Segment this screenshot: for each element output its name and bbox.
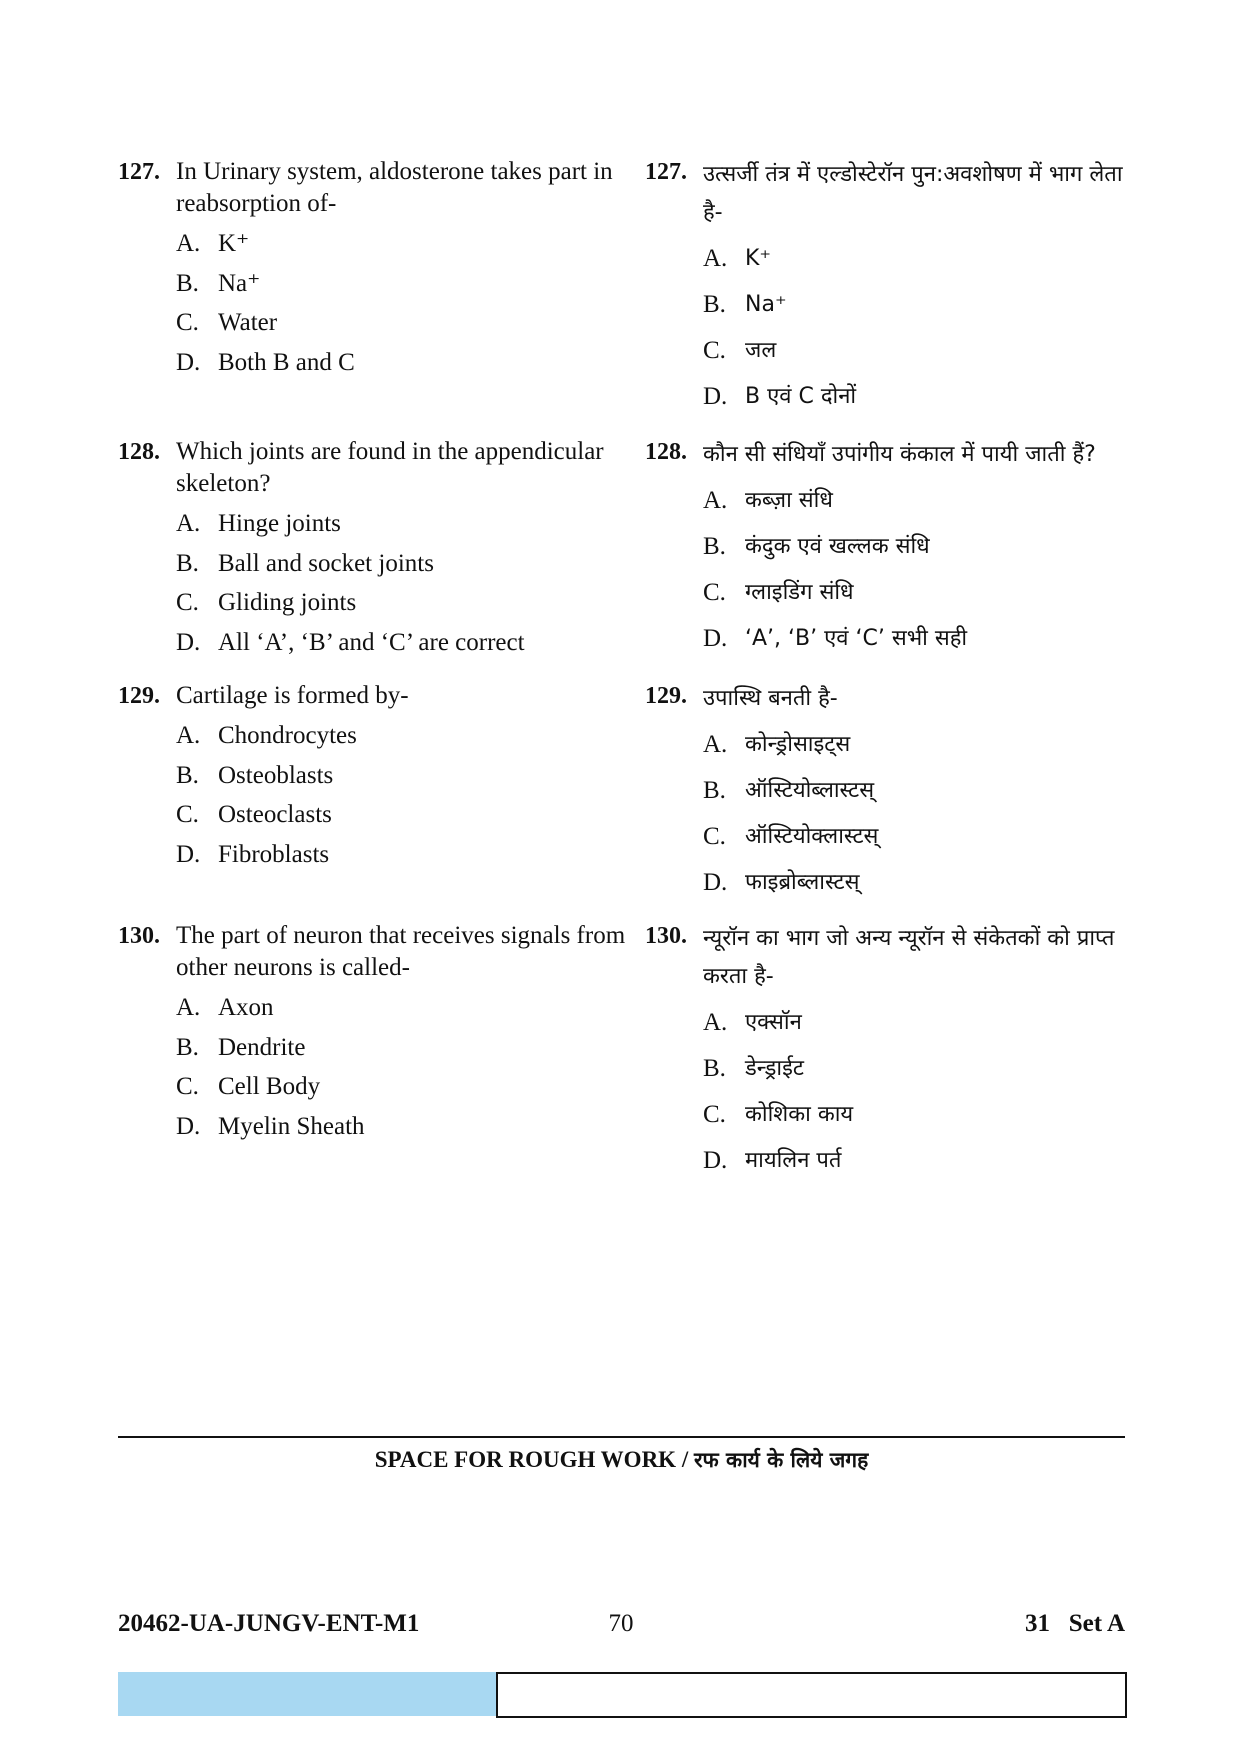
option-label: B.: [703, 777, 726, 804]
option-c: [703, 1092, 1135, 1138]
question-number: 129.: [645, 683, 687, 709]
option-c: [176, 303, 638, 343]
option-label: C.: [703, 1101, 726, 1128]
option-label: D.: [176, 628, 201, 656]
question-number: 128.: [645, 439, 687, 465]
question-text: Which joints are found in the appendicular skeleton?: [176, 438, 604, 497]
booklet-code: 20462-UA-JUNGV-ENT-M1: [118, 1610, 420, 1637]
footer-color-bar: [118, 1672, 496, 1716]
question-129-hi: [645, 680, 1135, 906]
option-a: [176, 716, 638, 756]
question-number: 129.: [118, 683, 160, 709]
question-129-en: [118, 680, 638, 874]
option-label: B.: [703, 291, 726, 318]
option-text: Gliding joints: [218, 589, 357, 616]
option-d: [703, 1138, 1135, 1184]
option-text: Na⁺: [745, 292, 787, 317]
option-label: D.: [176, 348, 201, 376]
option-text: कोशिका काय: [745, 1102, 854, 1127]
option-a: [703, 236, 1135, 282]
rough-work-hindi: रफ कार्य के लिये जगह: [693, 1448, 869, 1472]
option-text: कोन्ड्रोसाइट्स: [745, 732, 851, 757]
option-d: [176, 623, 638, 663]
option-label: C.: [176, 589, 199, 616]
option-b: [703, 524, 1135, 570]
option-text: फाइब्रोब्लास्टस्: [745, 870, 860, 895]
question-127-hi: [645, 156, 1135, 420]
option-list: [703, 236, 1135, 420]
option-d: [176, 343, 638, 383]
option-list: [176, 988, 638, 1146]
option-label: D.: [703, 869, 728, 896]
option-text: Water: [218, 309, 278, 336]
option-label: A.: [176, 510, 201, 537]
option-d: [176, 1107, 638, 1147]
option-label: A.: [176, 230, 201, 257]
option-d: [703, 374, 1135, 420]
option-label: A.: [176, 722, 201, 749]
option-text: Osteoblasts: [218, 761, 334, 789]
option-a: [703, 478, 1135, 524]
option-label: A.: [703, 1009, 728, 1036]
option-label: B.: [703, 533, 726, 560]
option-d: [176, 835, 638, 875]
option-text: Fibroblasts: [218, 840, 330, 868]
question-number: 130.: [118, 923, 160, 949]
option-b: [176, 756, 638, 796]
option-text: Na⁺: [218, 269, 261, 297]
option-text: ‘A’, ‘B’ एवं ‘C’ सभी सही: [745, 626, 968, 651]
question-128-hi: [645, 436, 1135, 662]
option-text: B एवं C दोनों: [745, 384, 857, 409]
question-text: Cartilage is formed by-: [176, 682, 409, 709]
question-127-en: [118, 156, 638, 382]
option-text: Chondrocytes: [218, 722, 357, 749]
option-label: C.: [703, 823, 726, 850]
option-label: C.: [176, 1073, 199, 1100]
option-label: B.: [176, 549, 199, 577]
option-b: [703, 768, 1135, 814]
option-b: [176, 264, 638, 304]
option-text: Dendrite: [218, 1033, 306, 1061]
option-label: D.: [176, 840, 201, 868]
option-label: A.: [703, 731, 728, 758]
option-list: [176, 224, 638, 382]
option-text: Both B and C: [218, 348, 355, 376]
option-text: All ‘A’, ‘B’ and ‘C’ are correct: [218, 628, 525, 656]
option-label: D.: [703, 1147, 728, 1174]
option-c: [703, 328, 1135, 374]
option-text: ऑस्टियोब्लास्टस्: [745, 778, 875, 803]
rough-work-english: SPACE FOR ROUGH WORK /: [374, 1447, 694, 1472]
footer-empty-box: [496, 1672, 1127, 1718]
option-label: C.: [703, 579, 726, 606]
option-a: [703, 722, 1135, 768]
option-list: [703, 478, 1135, 662]
option-text: Axon: [218, 994, 274, 1021]
option-b: [176, 1028, 638, 1068]
question-text: कौन सी संधियाँ उपांगीय कंकाल में पायी जाती हैं?: [703, 442, 1096, 467]
question-number: 128.: [118, 439, 160, 465]
question-130-en: [118, 920, 638, 1146]
option-label: C.: [703, 337, 726, 364]
option-label: B.: [176, 761, 199, 789]
option-c: [176, 1067, 638, 1107]
option-d: [703, 860, 1135, 906]
option-text: Ball and socket joints: [218, 549, 434, 577]
option-a: [703, 1000, 1135, 1046]
question-130-hi: [645, 920, 1135, 1184]
option-label: A.: [703, 245, 728, 272]
option-text: K⁺: [745, 246, 772, 271]
set-label: 31 Set A: [1025, 1610, 1125, 1637]
rough-work-heading: [118, 1446, 1125, 1474]
question-number: 127.: [645, 159, 687, 185]
option-a: [176, 504, 638, 544]
option-label: C.: [176, 309, 199, 336]
option-label: A.: [703, 487, 728, 514]
option-a: [176, 988, 638, 1028]
option-text: डेन्ड्राईट: [745, 1056, 805, 1081]
option-list: [176, 504, 638, 662]
option-c: [703, 570, 1135, 616]
option-text: कंदुक एवं खल्लक संधि: [745, 534, 930, 559]
option-b: [703, 282, 1135, 328]
question-text: उत्सर्जी तंत्र में एल्डोस्टेरॉन पुन:अवशोषण में भाग लेता है-: [703, 162, 1123, 225]
option-c: [176, 583, 638, 623]
option-d: [703, 616, 1135, 662]
option-label: B.: [176, 269, 199, 297]
question-text: उपास्थि बनती है-: [703, 686, 838, 711]
option-list: [703, 1000, 1135, 1184]
option-c: [703, 814, 1135, 860]
option-text: Myelin Sheath: [218, 1112, 365, 1140]
question-number: 127.: [118, 159, 160, 185]
option-text: जल: [745, 338, 777, 363]
question-number: 130.: [645, 923, 687, 949]
option-label: A.: [176, 994, 201, 1021]
option-text: Hinge joints: [218, 510, 341, 537]
option-text: एक्सॉन: [745, 1010, 802, 1035]
question-text: न्यूरॉन का भाग जो अन्य न्यूरॉन से संकेतकों को प्राप्त करता है-: [703, 926, 1115, 989]
option-text: मायलिन पर्त: [745, 1148, 842, 1173]
option-text: Cell Body: [218, 1073, 321, 1100]
option-label: C.: [176, 801, 199, 828]
option-text: Osteoclasts: [218, 801, 332, 828]
question-text: In Urinary system, aldosterone takes part in reabsorption of-: [176, 158, 613, 217]
option-label: D.: [176, 1112, 201, 1140]
option-label: B.: [176, 1033, 199, 1061]
option-label: B.: [703, 1055, 726, 1082]
option-label: D.: [703, 625, 728, 652]
question-128-en: [118, 436, 638, 662]
option-text: ग्लाइडिंग संधि: [745, 580, 854, 605]
option-text: K⁺: [218, 230, 250, 257]
rough-work-divider: [118, 1436, 1125, 1438]
page-number: 70: [608, 1610, 634, 1637]
option-text: कब्ज़ा संधि: [745, 488, 833, 513]
option-text: ऑस्टियोक्लास्टस्: [745, 824, 879, 849]
option-label: D.: [703, 383, 728, 410]
option-list: [703, 722, 1135, 906]
option-c: [176, 795, 638, 835]
question-text: The part of neuron that receives signals from other neurons is called-: [176, 922, 626, 981]
option-b: [176, 544, 638, 584]
option-list: [176, 716, 638, 874]
option-a: [176, 224, 638, 264]
option-b: [703, 1046, 1135, 1092]
